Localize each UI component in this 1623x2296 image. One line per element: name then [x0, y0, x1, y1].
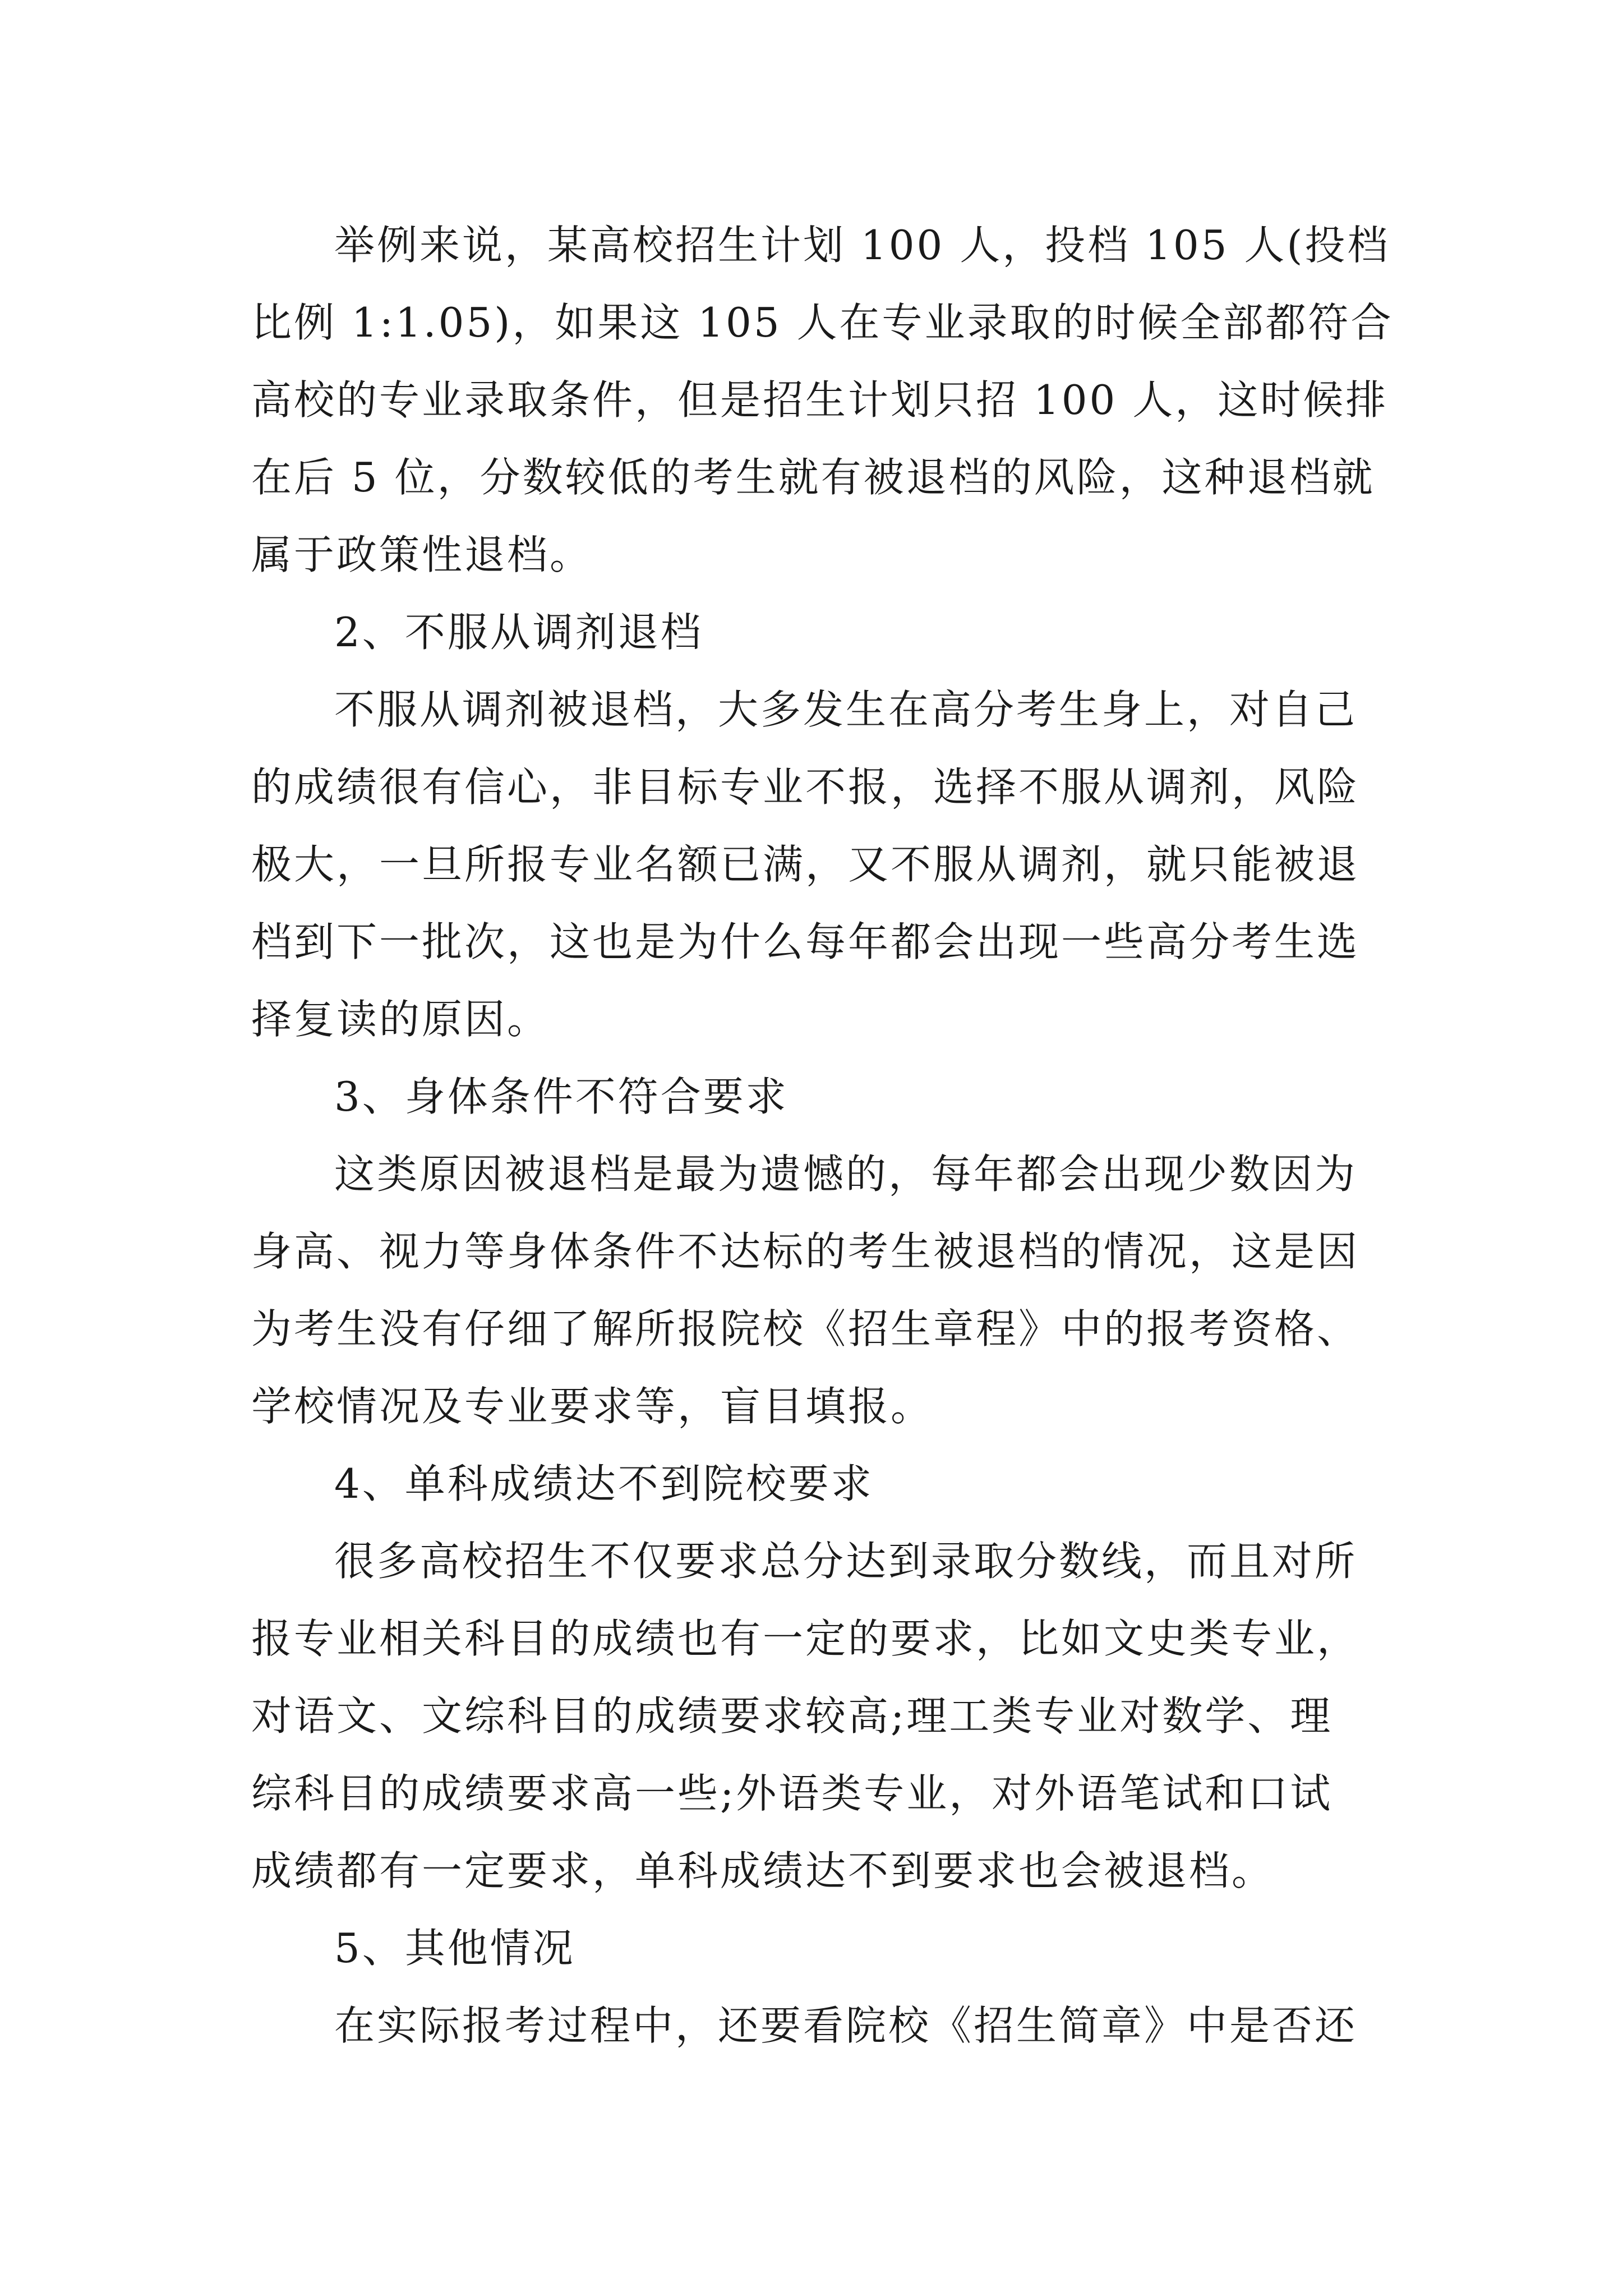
text-line: 对语文、文综科目的成绩要求较高;理工类专业对数学、理	[251, 1692, 1333, 1740]
text-line: 属于政策性退档。	[251, 531, 593, 578]
text-line: 极大，一旦所报专业名额已满，又不服从调剂，就只能被退	[251, 841, 1360, 888]
text-line: 比例 1:1.05)，如果这 105 人在专业录取的时候全部都符合	[251, 299, 1394, 346]
section-heading: 4、单科成绩达不到院校要求	[334, 1460, 874, 1507]
text-line: 成绩都有一定要求，单科成绩达不到要求也会被退档。	[251, 1847, 1275, 1894]
text-line: 择复读的原因。	[251, 996, 550, 1043]
section-heading: 3、身体条件不符合要求	[334, 1073, 789, 1120]
section-heading: 2、不服从调剂退档	[334, 609, 703, 656]
text-line: 在后 5 位，分数较低的考生就有被退档的风险，这种退档就	[251, 454, 1375, 501]
text-line: 举例来说，某高校招生计划 100 人，投档 105 人(投档	[334, 222, 1390, 269]
text-line: 不服从调剂被退档，大多发生在高分考生身上，对自己	[334, 686, 1358, 733]
text-line: 这类原因被退档是最为遗憾的，每年都会出现少数因为	[334, 1151, 1358, 1198]
text-line: 档到下一批次，这也是为什么每年都会出现一些高分考生选	[251, 918, 1360, 965]
text-line: 报专业相关科目的成绩也有一定的要求，比如文史类专业，	[251, 1615, 1360, 1662]
body-text	[251, 206, 1394, 2064]
text-line: 高校的专业录取条件，但是招生计划只招 100 人，这时候排	[251, 376, 1389, 424]
text-line: 综科目的成绩要求高一些;外语类专业，对外语笔试和口试	[251, 1770, 1333, 1817]
text-line: 身高、视力等身体条件不达标的考生被退档的情况，这是因	[251, 1228, 1360, 1275]
text-line: 很多高校招生不仅要求总分达到录取分数线，而且对所	[334, 1538, 1358, 1585]
text-line: 学校情况及专业要求等，盲目填报。	[251, 1383, 934, 1430]
text-line: 的成绩很有信心，非目标专业不报，选择不服从调剂，风险	[251, 763, 1360, 811]
text-line: 为考生没有仔细了解所报院校《招生章程》中的报考资格、	[251, 1305, 1360, 1352]
section-heading: 5、其他情况	[334, 1925, 575, 1972]
text-line: 在实际报考过程中，还要看院校《招生简章》中是否还	[334, 2002, 1358, 2049]
